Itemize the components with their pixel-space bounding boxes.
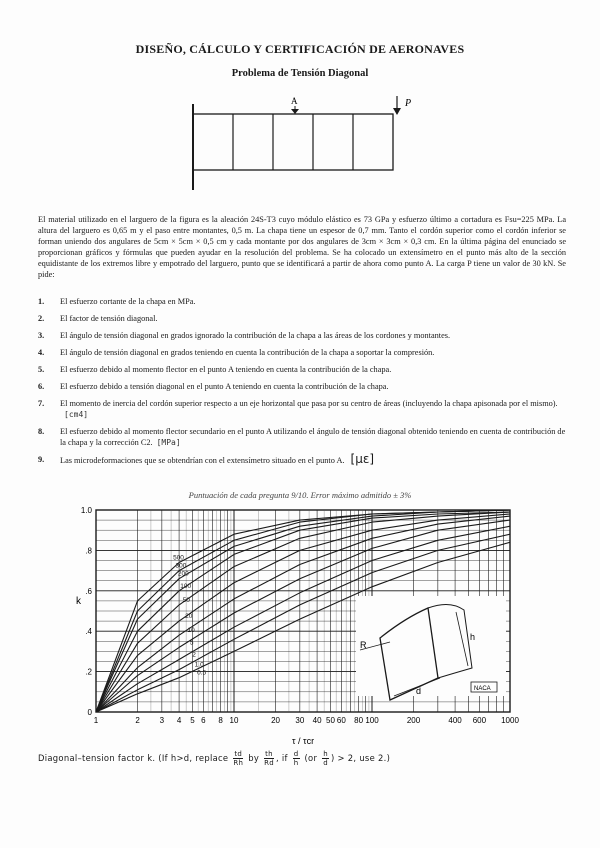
x-tick-label: 80 [354,716,364,725]
x-axis-label: τ / τcr [292,736,315,746]
curve-label: 0.5 [197,669,207,677]
x-tick-label: 1 [93,716,99,725]
page-subtitle: Problema de Tensión Diagonal [231,68,369,79]
x-tick-label: 4 [176,716,182,725]
curve-label: 20 [185,613,193,621]
x-tick-label: 600 [472,716,487,725]
curve-label: 200 [177,570,189,578]
curve-label: 50 [182,596,190,604]
curve-label: 5 [189,639,194,647]
curve-label: 500 [173,554,184,562]
score-note: Puntuación de cada pregunta 9/10. Error máximo admitido ± 3% [188,490,412,500]
x-tick-label: 30 [295,716,305,725]
frac-den: h [293,759,299,767]
list-item [38,296,570,307]
question-text: Las microdeformaciones que se obtendrían con el extensímetro situado en el punto A. [60,456,345,465]
x-tick-label: 10 [229,716,239,725]
curve-label: 1.0 [194,661,204,669]
question-text: El ángulo de tensión diagonal en grados teniendo en cuenta la contribución de la chapa a soportar la compresión. [60,348,435,357]
k-factor-chart [60,500,530,750]
beam-outline [193,114,393,170]
question-number: 6. [38,382,45,391]
question-number: 5. [38,365,45,374]
curve-label: 2 [192,651,196,659]
list-item [38,364,570,375]
chart-caption [38,750,578,767]
fraction-h-d [322,750,329,767]
x-tick-label: 5 [190,716,195,725]
list-item [38,398,570,420]
fraction-d-h [293,750,300,767]
frac-den: d [323,759,328,767]
list-item [38,313,570,324]
caption-prefix: Diagonal–tension factor k. (If h>d, replace [38,753,229,763]
x-tick-label: 400 [448,716,462,725]
caption-mid: , if [275,753,288,763]
list-item [38,347,570,358]
caption-by: by [248,753,260,763]
x-tick-label: 3 [159,716,165,725]
question-text: El ángulo de tensión diagonal en grados ignorado la contribución de la chapa a las áreas de los cordones y montantes. [60,331,451,340]
curve-label: 300 [175,562,187,570]
y-tick-label: .4 [85,627,92,637]
frac-den: Rd [264,759,274,767]
x-tick-label: 1000 [501,716,519,725]
x-tick-label: 60 [336,716,346,725]
question-list [38,296,570,472]
x-tick-label: 40 [312,716,322,725]
question-text: El esfuerzo cortante de la chapa en MPa. [60,297,196,306]
x-tick-label: 100 [365,716,379,725]
caption-paren: (or [304,753,318,763]
inset-label-d: d [416,686,422,696]
question-number: 3. [38,331,45,340]
frac-num: d [293,750,299,758]
question-text: El esfuerzo debido a tensión diagonal en el punto A teniendo en cuenta la contribución de la chapa. [60,382,389,391]
caption-suffix: ) > 2, use 2.) [330,753,391,763]
y-tick-label: 0 [87,708,92,717]
x-tick-label: 6 [201,716,206,725]
inset-label-h: h [470,632,476,642]
frac-num: th [265,750,273,758]
beam-figure [185,92,425,202]
list-item [38,381,570,392]
page-title: DISEÑO, CÁLCULO Y CERTIFICACIÓN DE AERONAVES [135,42,465,56]
list-item [38,330,570,341]
point-a-label: A [291,96,298,106]
y-axis-label: k [76,596,81,607]
frac-den: Rh [233,759,244,767]
point-a-arrowhead [291,109,299,114]
frac-num: td [234,750,243,758]
load-label: P [405,98,412,109]
inset-label-r: R [360,640,367,650]
question-text: El momento de inercia del cordón superior respecto a un eje horizontal que pasa por su centro de áreas (incluyendo la chapa apisonada por el mismo). [60,399,558,408]
y-tick-label: .2 [85,667,92,677]
unit-note: [cm4] [64,410,89,419]
panel-inset [356,596,506,700]
question-number: 2. [38,314,45,323]
x-tick-label: 50 [326,716,335,725]
question-number: 8. [38,427,45,436]
question-number: 1. [38,297,45,306]
x-tick-label: 200 [406,716,421,725]
y-tick-label: .6 [85,586,92,596]
x-tick-label: 20 [271,716,280,725]
question-number: 7. [38,399,45,408]
x-tick-label: 2 [135,716,140,725]
question-number: 4. [38,348,45,357]
fraction-th-rd [264,750,274,767]
fraction-td-rh [233,750,243,767]
unit-note: [με] [350,452,375,466]
curve-label: 10 [187,627,195,635]
question-number: 9. [38,455,45,464]
question-text: El esfuerzo debido al momento flector en el punto A teniendo en cuenta la contribución de la chapa. [60,365,392,374]
problem-statement: El material utilizado en el larguero de la figura es la aleación 24S-T3 cuyo módulo elástico es 73 GPa y esfuerzo último a cortadura es Fsu=225 MPa. La altura del larguero es 0,65 m y el paso entre montantes, 0,5 m. La chapa tiene un espesor de 0,7 mm. Tanto el cordón superior como el cordón inferior se forman uniendo dos angulares de 5cm × 5cm × 0,5 cm y cada montante por dos angulares de 3cm × 3cm × 0,3 cm. En la última página del enunciado se proporcionan gráficos y fórmulas que pueden ayudar en la resolución del problema. Se ha colocado un extensímetro en el punto más alto de la sección equidistante de los extremos libre y empotrado del larguero, punto que se identificará a partir de ahora como punto A. La carga P tiene un valor de 30 kN. Se pide: [38,215,566,279]
y-tick-label: 1.0 [80,506,92,515]
unit-note: [MPa] [156,438,181,447]
curve-label: 100 [180,582,192,590]
question-text: El esfuerzo debido al momento flector secundario en el punto A utilizando el ángulo de tensión diagonal obtenido teniendo en cuenta de contribución de la chapa y la corrección C2. [60,427,566,447]
x-tick-label: 8 [218,716,223,725]
frac-num: h [323,750,328,758]
naca-logo-text: NACA [474,686,491,692]
list-item [38,454,570,466]
load-arrowhead [393,108,401,115]
list-item [38,426,570,448]
y-tick-label: .8 [85,546,92,556]
question-text: El factor de tensión diagonal. [60,314,158,323]
